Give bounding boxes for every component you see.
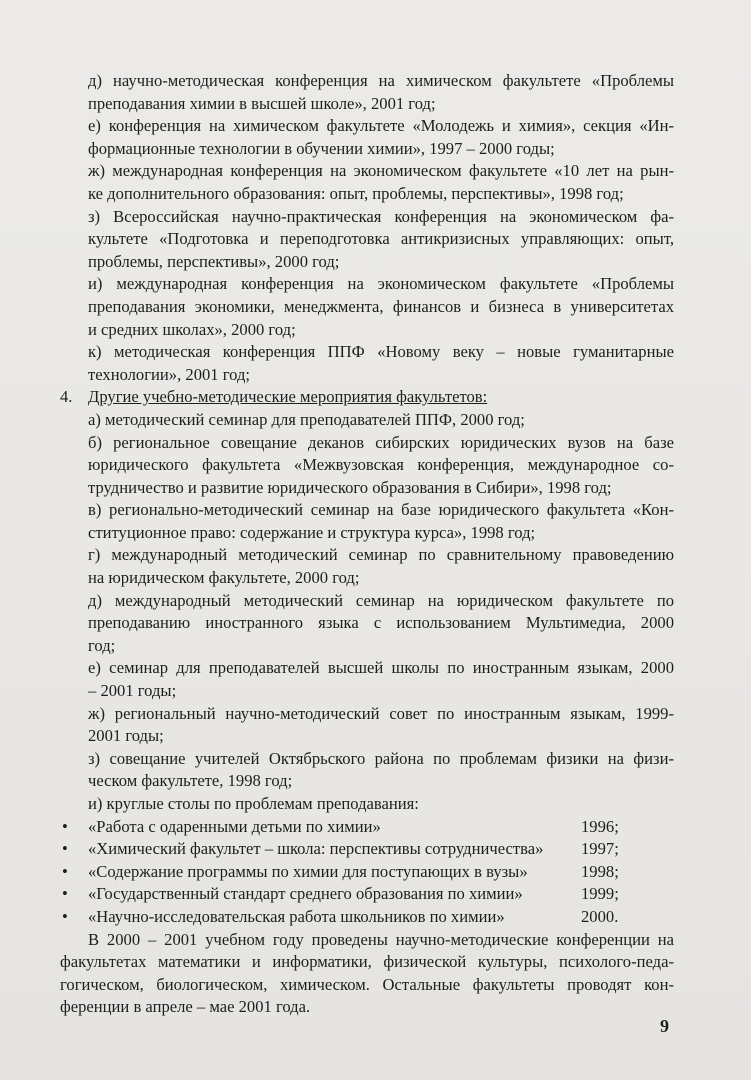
text-line: ституционное право: содержание и структура курса», 1998 год; [88,522,536,542]
bullet-icon: • [62,839,68,859]
text-line: В 2000 – 2001 учебном году проведены научно-методические конференции на [88,929,674,949]
text-line: год; [88,635,116,655]
round-table-title: «Научно-исследовательская работа школьников по химии» [88,906,505,926]
text-line: е) семинар для преподавателей высшей школы по иностранным языкам, 2000 [88,658,674,678]
closing-paragraph [60,929,674,1019]
text-line: культете «Подготовка и переподготовка антикризисных управляющих: опыт, [88,229,674,249]
page-body [60,70,674,1019]
text-line: юридического факультета «Межвузовская конференция, международное со- [88,455,674,475]
list-item [60,861,674,884]
text-line: на юридическом факультете, 2000 год; [88,568,360,588]
section-number: 4. [60,387,73,407]
text-line: и) круглые столы по проблемам преподавания: [88,794,419,813]
round-table-title: «Государственный стандарт среднего образования по химии» [88,884,523,904]
text-line: ж) международная конференция на экономическом факультете «10 лет на рын- [88,161,674,181]
section-heading [60,386,674,409]
conference-list [60,70,674,386]
text-line: и) международная конференция на экономическом факультете «Проблемы [88,274,674,294]
round-table-year: 1999; [581,884,619,904]
text-line: ке дополнительного образования: опыт, проблемы, перспективы», 1998 год; [88,183,624,203]
text-line: преподавания экономики, менеджмента, финансов и бизнеса в университетах [88,296,674,316]
round-table-title: «Химический факультет – школа: перспективы сотрудничества» [88,839,544,859]
text-line: ференции в апреле – мае 2001 года. [60,997,311,1017]
text-line: 2001 годы; [88,726,164,746]
text-line: преподавания химии в высшей школе», 2001 год; [88,93,436,113]
text-line: ж) региональный научно-методический совет по иностранным языкам, 1999- [88,703,674,723]
bullet-icon: • [62,861,68,881]
list-item [60,883,674,906]
list-item [60,816,674,839]
text-line: и средних школах», 2000 год; [88,319,296,339]
text-line: формационные технологии в обучении химии», 1997 – 2000 годы; [88,138,555,158]
text-line: а) методический семинар для преподавателей ППФ, 2000 год; [88,409,525,429]
round-table-year: 2000. [581,906,619,926]
round-table-year: 1996; [581,816,619,836]
list-item [60,838,674,861]
round-table-title: «Работа с одаренными детьми по химии» [88,816,381,836]
text-line: е) конференция на химическом факультете «Молодежь и химия», секция «Ин- [88,116,674,136]
events-list [60,409,674,816]
bullet-icon: • [62,816,68,836]
text-line: г) международный методический семинар по сравнительному правоведению [88,545,674,565]
section-title: Другие учебно-методические мероприятия факультетов: [88,387,488,407]
text-line: д) научно-методическая конференция на химическом факультете «Проблемы [88,71,674,90]
round-table-year: 1998; [581,861,619,881]
text-line: трудничество и развитие юридического образования в Сибири», 1998 год; [88,477,612,497]
text-line: преподаванию иностранного языка с использованием Мультимедиа, 2000 [88,613,674,633]
bullet-icon: • [62,906,68,926]
text-line: з) Всероссийская научно-практическая конференция на экономическом фа- [88,206,674,226]
round-tables-list [60,816,674,929]
text-line: з) совещание учителей Октябрьского района по проблемам физики на физи- [88,748,674,768]
text-line: б) региональное совещание деканов сибирских юридических вузов на базе [88,432,674,452]
round-table-title: «Содержание программы по химии для поступающих в вузы» [88,861,528,881]
round-table-year: 1997; [581,839,619,859]
text-line: технологии», 2001 год; [88,364,250,384]
text-line: проблемы, перспективы», 2000 год; [88,251,340,271]
text-line: – 2001 годы; [88,681,177,701]
page-number: 9 [660,1016,669,1036]
list-item [60,906,674,929]
text-line: гогическом, биологическом, химическом. Остальные факультеты проводят кон- [60,974,674,994]
text-line: в) регионально-методический семинар на базе юридического факультета «Кон- [88,500,674,520]
bullet-icon: • [62,884,68,904]
text-line: к) методическая конференция ППФ «Новому веку – новые гуманитарные [88,342,674,362]
text-line: д) международный методический семинар на юридическом факультете по [88,590,674,610]
text-line: ческом факультете, 1998 год; [88,771,293,791]
text-line: факультетах математики и информатики, физической культуры, психолого-педа- [60,952,674,972]
